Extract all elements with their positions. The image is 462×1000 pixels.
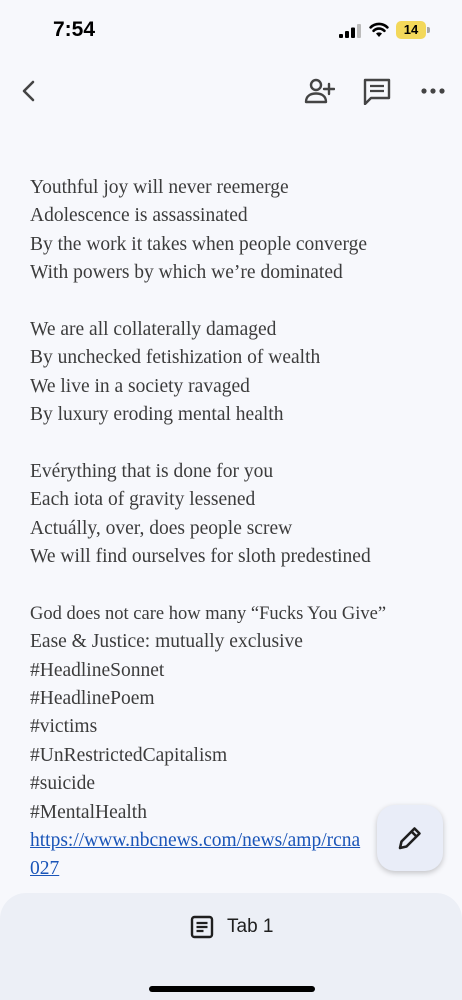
article-link[interactable]: https://www.nbcnews.com/news/amp/rcna — [30, 829, 361, 851]
cellular-signal-icon — [339, 24, 361, 38]
poem-line: We live in a society ravaged — [30, 375, 250, 397]
tab-label: Tab 1 — [227, 916, 274, 937]
article-link-line-1-wrap — [30, 827, 382, 855]
note-line: God does not care how many “Fucks You Give” — [30, 603, 387, 624]
tab-1[interactable] — [190, 913, 273, 941]
pencil-icon — [396, 824, 424, 852]
poem-line: Adolescence is assassinated — [30, 205, 248, 227]
more-options-button[interactable] — [418, 77, 448, 105]
poem-line: Youthful joy will never reemerge — [30, 177, 289, 198]
hashtag-line: #HeadlineSonnet — [30, 659, 165, 681]
tabs-bottom-sheet[interactable] — [0, 893, 462, 1000]
note-line: Ease & Justice: mutually exclusive — [30, 631, 303, 653]
hashtag-line: #UnRestrictedCapitalism — [30, 744, 228, 766]
status-bar — [0, 0, 462, 60]
poem-line: By luxury eroding mental health — [30, 404, 284, 426]
hashtag-line: #HeadlinePoem — [30, 688, 155, 710]
edit-fab-button[interactable] — [377, 805, 443, 871]
home-indicator — [149, 986, 315, 992]
back-button[interactable] — [14, 76, 44, 106]
poem-line: With powers by which we’re dominated — [30, 262, 343, 284]
poem-line: We are all collaterally damaged — [30, 318, 277, 340]
stanza-1 — [30, 174, 440, 288]
article-link-continued[interactable]: 027 — [30, 858, 60, 880]
comments-button[interactable] — [362, 77, 392, 105]
battery-level: 14 — [403, 22, 419, 37]
poem-line: Actuálly, over, does people screw — [30, 517, 293, 539]
share-add-person-button[interactable] — [303, 77, 335, 105]
document-content[interactable] — [30, 174, 440, 884]
stanza-2 — [30, 316, 440, 430]
document-toolbar — [0, 66, 462, 116]
hashtag-line: #victims — [30, 716, 98, 738]
stanza-break — [30, 430, 440, 458]
poem-line: Evérything that is done for you — [30, 460, 274, 482]
poem-line: We will find ourselves for sloth predestined — [30, 546, 371, 568]
wifi-icon — [369, 21, 389, 38]
battery-icon — [396, 21, 430, 39]
battery-tip — [427, 27, 430, 33]
stanza-break — [30, 571, 440, 599]
poem-line: By the work it takes when people converge — [30, 233, 368, 255]
poem-line: By unchecked fetishization of wealth — [30, 347, 321, 369]
document-icon — [190, 915, 214, 939]
poem-line: Each iota of gravity lessened — [30, 489, 256, 511]
hashtag-line: #MentalHealth — [30, 801, 147, 823]
stanza-3 — [30, 458, 440, 572]
status-time: 7:54 — [53, 18, 96, 41]
stanza-break — [30, 288, 440, 316]
hashtag-line: #suicide — [30, 773, 95, 795]
